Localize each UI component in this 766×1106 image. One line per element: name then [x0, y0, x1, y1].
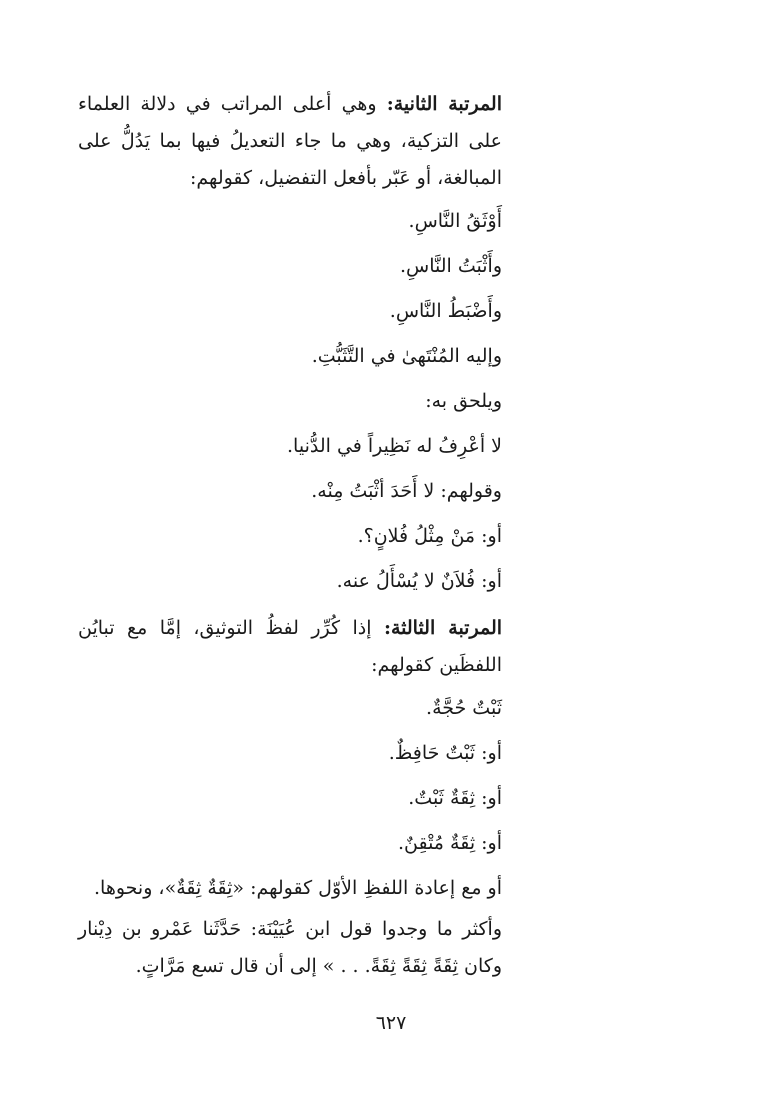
example-line: وأَثْبَتُ النَّاسِ.: [400, 255, 502, 277]
repeat-line: أو مع إعادة اللفظِ الأوّل كقولهم: «ثِقَةٌ ثِقَةٌ»، ونحوها.: [94, 877, 502, 899]
example-line: أو: ثَبْتٌ حَافِظٌ.: [388, 742, 502, 764]
example-line: أو: ثِقَةٌ مُتْقِنٌ.: [397, 832, 502, 854]
rank-two-examples: [78, 199, 540, 604]
example-line: أو: ثِقَةٌ ثَبْتٌ.: [408, 787, 502, 809]
example-line: لا أعْرِفُ له نَظِيراً في الدُّنيا.: [287, 435, 502, 457]
rank-three-paragraph: [78, 610, 540, 684]
page-body: [78, 86, 540, 985]
rank-three-examples: [78, 686, 540, 866]
rank-three-text: إذا كُرِّر لفظُ التوثيق، إمَّا مع تبايُن اللفظَين كقولهم:: [78, 617, 502, 676]
example-line: ثَبْتٌ حُجَّةٌ.: [426, 697, 502, 719]
example-line: وإليه المُنْتَهىٰ في التَّثَبُّتِ.: [311, 345, 502, 367]
example-line: أَوْثَقُ النَّاسِ.: [408, 210, 502, 232]
example-line: وأَضْبَطُ النَّاسِ.: [389, 300, 502, 322]
page-number: ٦٢٧: [375, 1012, 407, 1034]
ibn-uyayna-paragraph: وأكثر ما وجدوا قول ابن عُيَيْنَة: حَدَّثَنا عَمْرو بن دِيْنار وكان ثِقَةً ثِقَةً ثِقَةً. . . » إلى أن قال تسع مَرَّاتٍ.: [78, 918, 502, 977]
attached-intro: ويلحق به:: [425, 390, 502, 412]
example-line: أو: فُلاَنٌ لا يُسْأَلُ عنه.: [336, 570, 502, 592]
rank-three-label: المرتبة الثالثة:: [383, 617, 503, 639]
example-line: وقولهم: لا أَحَدَ أثْبَتُ مِنْه.: [311, 480, 502, 502]
rank-two-text: وهي أعلى المراتب في دلالة العلماء على التزكية، وهي ما جاء التعديلُ فيها بما يَدُلُّ على المبالغة، أو عَبّر بأفعل التفضيل، كقولهم:: [78, 93, 502, 189]
example-line: أو: مَنْ مِثْلُ فُلانٍ؟.: [357, 525, 502, 547]
rank-two-paragraph: [78, 86, 540, 197]
rank-two-label: المرتبة الثانية:: [386, 93, 502, 115]
